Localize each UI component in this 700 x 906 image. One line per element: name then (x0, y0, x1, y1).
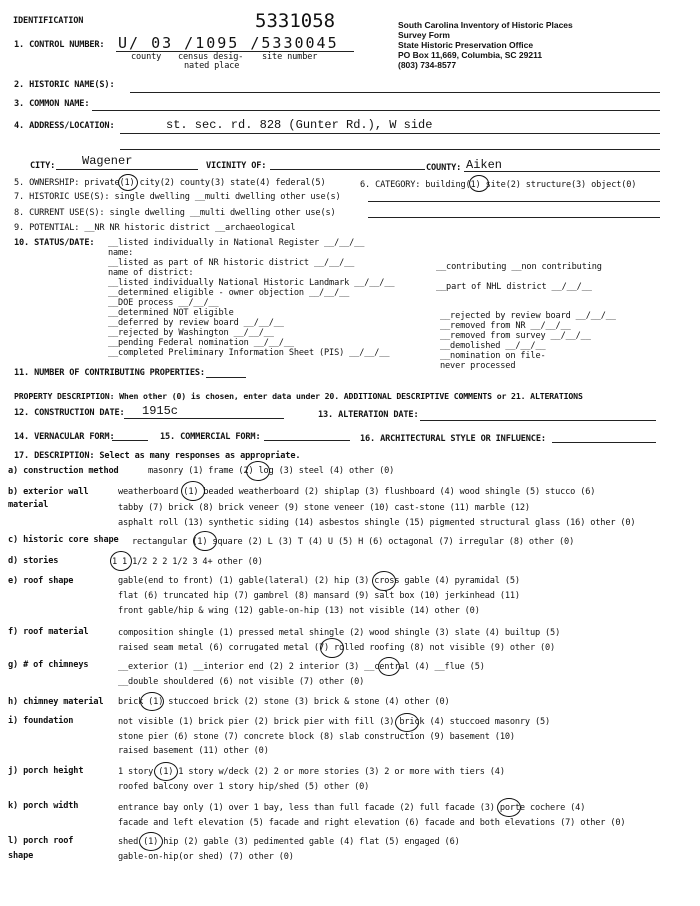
status-item[interactable]: __DOE process __/__/__ (108, 298, 219, 308)
item-d-label: d) stories (8, 556, 59, 566)
category-selected-circle (469, 175, 489, 192)
item-e-label: e) roof shape (8, 576, 74, 586)
control-number-value[interactable]: U/ 03 /1095 /5330045 (118, 34, 339, 52)
status-label: 10. STATUS/DATE: (14, 238, 95, 248)
item-b-options[interactable]: weatherboard (1) beaded weatherboard (2) shiplap (3) flushboard (4) wood shingle (5) stucco (6) (118, 487, 596, 497)
historic-use-line: 7. HISTORIC USE(S): single dwelling __multi dwelling other use(s) (14, 192, 341, 202)
item-k-options[interactable]: facade and left elevation (5) facade and right elevation (6) facade and both elevations (7) other (0) (118, 818, 626, 828)
status-item: name: (108, 248, 134, 258)
item-f-options[interactable]: composition shingle (1) pressed metal shingle (2) wood shingle (3) slate (4) builtup (5) (118, 628, 561, 638)
historic-name-line[interactable] (130, 92, 660, 93)
item-f-options[interactable]: raised seam metal (6) corrugated metal (7) rolled roofing (8) not visible (9) other (0) (118, 643, 556, 653)
category-line: 6. CATEGORY: building(1) site(2) structure(3) object(0) (360, 180, 637, 190)
control-sub-nated: nated place (184, 61, 240, 71)
item-l-options[interactable]: gable-on-hip(or shed) (7) other (0) (118, 852, 294, 862)
control-number-label: 1. CONTROL NUMBER: (14, 40, 105, 50)
item-a-label: a) construction method (8, 466, 119, 476)
control-sub-county: county (131, 52, 162, 62)
item-f-label: f) roof material (8, 627, 89, 637)
address-label: 4. ADDRESS/LOCATION: (14, 121, 115, 131)
item-c-options[interactable]: rectangular (1) square (2) L (3) T (4) U (5) H (6) octagonal (7) irregular (8) other (0) (132, 537, 575, 547)
common-name-line[interactable] (92, 110, 660, 111)
property-description-note: PROPERTY DESCRIPTION: When other (0) is chosen, enter data under 20. ADDITIONAL DESCRIPTIVE COMMENTS or 21. ALTERATIONS (14, 391, 583, 401)
selection-circle (193, 531, 217, 551)
stamp-number: 5331058 (255, 10, 336, 32)
status-right-column (440, 311, 616, 371)
item-e-options[interactable]: gable(end to front) (1) gable(lateral) (2) hip (3) cross gable (4) pyramidal (5) (118, 576, 520, 586)
selection-circle (139, 832, 163, 851)
vicinity-label: VICINITY OF: (206, 161, 267, 171)
vernacular-form-label: 14. VERNACULAR FORM: (14, 432, 115, 442)
selection-circle (154, 762, 178, 781)
description-heading: 17. DESCRIPTION: Select as many responses as appropriate. (14, 451, 301, 461)
item-i-options[interactable]: not visible (1) brick pier (2) brick pier with fill (3) brick (4) stuccoed masonry (5) (118, 717, 551, 727)
item-a-options[interactable]: masonry (1) frame (2) log (3) steel (4) other (0) (148, 466, 395, 476)
status-item[interactable]: __listed as part of NR historic district __/__/__ (108, 258, 355, 268)
commercial-form-label: 15. COMMERCIAL FORM: (160, 432, 261, 442)
item-i-options[interactable]: stone pier (6) stone (7) concrete block (8) slab construction (9) basement (10) (118, 732, 515, 742)
item-l-label: l) porch roof (8, 836, 74, 846)
selection-circle (320, 638, 344, 658)
selection-circle (140, 692, 164, 711)
status-item[interactable]: __determined NOT eligible (108, 308, 234, 318)
status-item[interactable]: __completed Preliminary Information Sheet (PIS) __/__/__ (108, 348, 390, 358)
item-b-label: b) exterior wall (8, 487, 89, 497)
selection-circle (497, 798, 521, 817)
county-label: COUNTY: (426, 163, 462, 173)
construction-date-label: 12. CONSTRUCTION DATE: (14, 408, 125, 418)
potential-line: 9. POTENTIAL: __NR NR historic district __archaeological (14, 223, 296, 233)
agency-line: State Historic Preservation Office (398, 40, 534, 50)
selection-circle (395, 713, 419, 732)
status-item[interactable]: __removed from NR __/__/__ (440, 321, 571, 331)
status-nhl[interactable]: __part of NHL district __/__/__ (436, 282, 592, 292)
status-item[interactable]: __rejected by Washington __/__/__ (108, 328, 274, 338)
item-h-label: h) chimney material (8, 697, 104, 707)
selection-circle (110, 551, 132, 571)
status-item[interactable]: __determined eligible - owner objection __/__/__ (108, 288, 350, 298)
status-left-column (108, 238, 394, 358)
current-use-line: 8. CURRENT USE(S): single dwelling __multi dwelling other use(s) (14, 208, 336, 218)
city-value[interactable]: Wagener (82, 154, 133, 168)
status-item: never processed (440, 361, 516, 371)
status-item[interactable]: __removed from survey __/__/__ (440, 331, 591, 341)
item-k-label: k) porch width (8, 801, 79, 811)
status-contributing[interactable]: __contributing __non contributing (436, 262, 602, 272)
item-b-options[interactable]: tabby (7) brick (8) brick veneer (9) stone veneer (10) cast-stone (11) marble (12) (118, 503, 530, 513)
county-value[interactable]: Aiken (466, 158, 503, 172)
agency-line: South Carolina Inventory of Historic Places (398, 20, 573, 30)
item-l-label: shape (8, 851, 34, 861)
ownership-selected-circle (118, 174, 138, 191)
item-e-options[interactable]: front gable/hip & wing (12) gable-on-hip (13) not visible (14) other (0) (118, 606, 480, 616)
control-sub-site: site number (262, 52, 318, 62)
item-i-label: i) foundation (8, 716, 74, 726)
identification-heading: IDENTIFICATION (13, 16, 84, 26)
status-item[interactable]: __rejected by review board __/__/__ (440, 311, 616, 321)
item-l-options[interactable]: shed (1) hip (2) gable (3) pedimented gable (4) flat (5) engaged (6) (118, 837, 460, 847)
item-i-options[interactable]: raised basement (11) other (0) (118, 746, 269, 756)
agency-block (398, 20, 573, 70)
address-value[interactable]: st. sec. rd. 828 (Gunter Rd.), W side (166, 118, 433, 132)
status-item[interactable]: __deferred by review board __/__/__ (108, 318, 284, 328)
status-item[interactable]: __demolished __/__/__ (440, 341, 546, 351)
ownership-line: 5. OWNERSHIP: private(1) city(2) county(3) state(4) federal(5) (14, 178, 326, 188)
item-c-label: c) historic core shape (8, 535, 119, 545)
item-j-options[interactable]: roofed balcony over 1 story hip/shed (5) other (0) (118, 782, 370, 792)
agency-line: Survey Form (398, 30, 450, 40)
selection-circle (181, 481, 205, 501)
status-item[interactable]: __listed individually National Historic Landmark __/__/__ (108, 278, 395, 288)
item-h-options[interactable]: brick (1) stuccoed brick (2) stone (3) brick & stone (4) other (0) (118, 697, 450, 707)
alteration-date-label: 13. ALTERATION DATE: (318, 410, 419, 420)
construction-date-value[interactable]: 1915c (142, 404, 179, 418)
item-d-options[interactable]: 1 1 1/2 2 2 1/2 3 4+ other (0) (112, 557, 263, 567)
status-item[interactable]: __listed individually in National Register __/__/__ (108, 238, 365, 248)
contributing-properties-label: 11. NUMBER OF CONTRIBUTING PROPERTIES: (14, 368, 205, 378)
selection-circle (246, 461, 270, 481)
status-item[interactable]: __pending Federal nomination __/__/__ (108, 338, 294, 348)
status-item[interactable]: __nomination on file- (440, 351, 546, 361)
historic-name-label: 2. HISTORIC NAME(S): (14, 80, 115, 90)
architectural-style-label: 16. ARCHITECTURAL STYLE OR INFLUENCE: (360, 434, 546, 444)
control-sub-census: census desig- (178, 52, 244, 62)
city-label: CITY: (30, 161, 56, 171)
item-j-label: j) porch height (8, 766, 84, 776)
selection-circle (372, 571, 396, 591)
item-e-options[interactable]: flat (6) truncated hip (7) gambrel (8) mansard (9) salt box (10) jerkinhead (11) (118, 591, 520, 601)
item-g-options[interactable]: __double shouldered (6) not visible (7) other (0) (118, 677, 365, 687)
selection-circle (378, 657, 400, 676)
agency-line: PO Box 11,669, Columbia, SC 29211 (398, 50, 543, 60)
item-g-label: g) # of chimneys (8, 660, 89, 670)
agency-line: (803) 734-8577 (398, 60, 457, 70)
item-g-options[interactable]: __exterior (1) __interior end (2) 2 interior (3) __central (4) __flue (5) (118, 662, 485, 672)
common-name-label: 3. COMMON NAME: (14, 99, 90, 109)
item-k-options[interactable]: entrance bay only (1) over 1 bay, less than full facade (2) full facade (3) porte cochere (4) (118, 803, 586, 813)
item-b-options[interactable]: asphalt roll (13) synthetic siding (14) asbestos shingle (15) pigmented structural glass (16) other (0) (118, 518, 636, 528)
item-j-options[interactable]: 1 story (1) 1 story w/deck (2) 2 or more stories (3) 2 or more with tiers (4) (118, 767, 505, 777)
item-b-label: material (8, 500, 49, 510)
status-item: name of district: (108, 268, 194, 278)
